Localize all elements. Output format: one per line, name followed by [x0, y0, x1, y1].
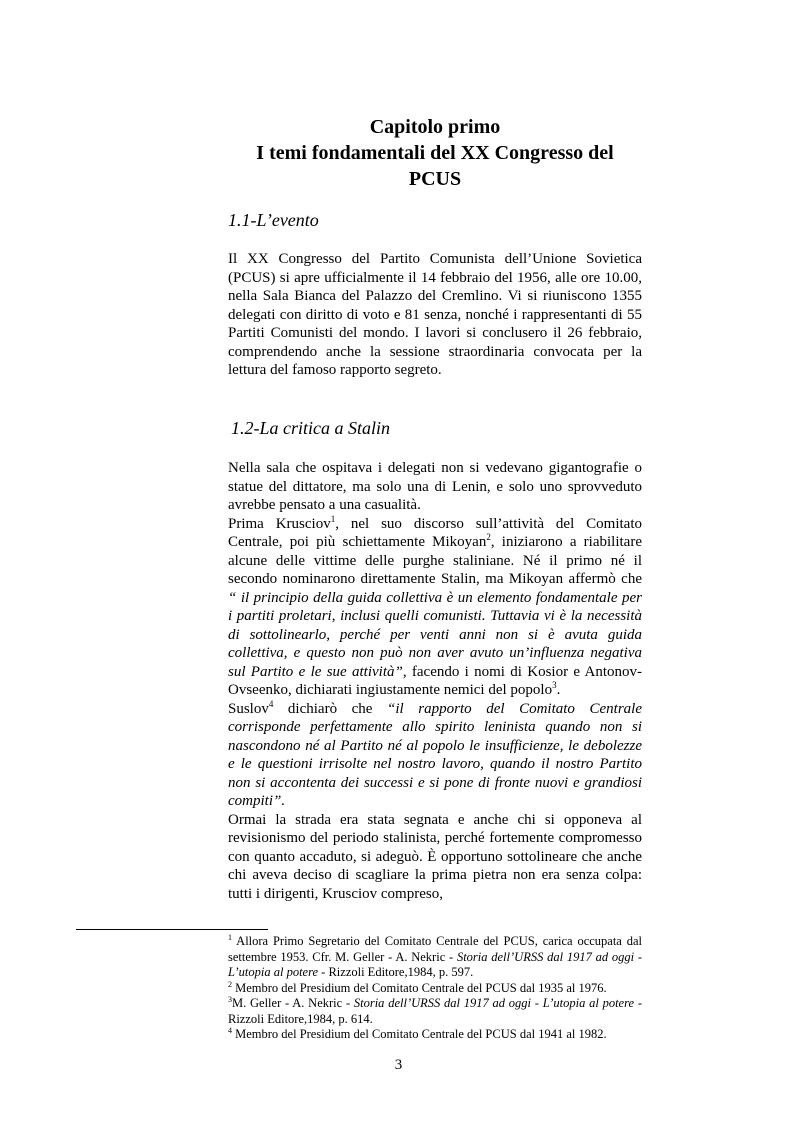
text-run: dichiarò che	[273, 700, 388, 717]
paragraph: Nella sala che ospitava i delegati non si vedevano gigantografie o statue del dittatore, ma solo una di Lenin, e solo uno sprovveduto avrebbe pensato a una casualità.	[228, 460, 642, 513]
footnotes	[228, 934, 642, 1043]
footnote-ref-2[interactable]: 2	[486, 532, 491, 542]
paragraph	[228, 700, 642, 811]
footnote-ref-1[interactable]: 1	[330, 513, 336, 524]
text-run: - Rizzoli Editore,1984, p. 614.	[228, 996, 642, 1026]
paragraph: Ormai la strada era stata segnata e anche chi si opponeva al revisionismo del periodo stalinista, perché fortemente compromesso con quanto accaduto, si adeguò. È opportuno sottolineare che anche chi aveva deciso di scagliare la prima pietra non era senza colpa: tutti i dirigenti, Krusciov compreso,	[228, 811, 642, 902]
footnote-number: 3	[228, 994, 232, 1004]
footnote-number: 2	[228, 979, 232, 989]
page-number-text: 3	[394, 1057, 403, 1073]
chapter-title-line2: I temi fondamentali del XX Congresso del	[256, 142, 614, 164]
footnote-4	[228, 1027, 642, 1043]
text-run: Allora Primo Segretario del Comitato Centrale del PCUS, carica occupata dal settembre 1953. Cfr. M. Geller - A. Nekric -	[228, 934, 642, 964]
book-title: Storia dell’URSS dal 1917 ad oggi - L’utopia al potere	[228, 949, 642, 979]
page-number	[0, 1057, 793, 1074]
footnote-1	[228, 934, 642, 981]
footnote-ref-4[interactable]: 4	[268, 698, 274, 709]
footnote-number: 4	[228, 1025, 232, 1035]
text-run: Prima Krusciov	[228, 515, 331, 532]
section-heading-1-2: 1.2-La critica a Stalin	[231, 418, 390, 438]
text-run: , iniziarono a riabilitare alcune delle vittime delle purghe staliniane. Né il primo né il secondo nominarono direttamente Stalin, ma Mikoyan affermò che	[228, 534, 642, 587]
text-run: facendo i nomi di Kosior e Antonov-Ovseenko, dichiarati ingiustamente nemici del popolo	[228, 663, 643, 698]
chapter-title	[228, 114, 642, 192]
text-run: .	[556, 682, 561, 698]
chapter-title-line1: Capitolo primo	[369, 116, 501, 138]
text-run: - Rizzoli Editore,1984, p. 597.	[318, 965, 474, 979]
footnote-divider	[76, 929, 268, 930]
footnote-2	[228, 981, 642, 997]
section-1-1-body	[228, 250, 642, 380]
chapter-title-line3: PCUS	[408, 168, 462, 190]
footnote-3	[228, 996, 642, 1027]
text-run: Membro del Presidium del Comitato Centrale del PCUS dal 1941 al 1982.	[232, 1027, 607, 1041]
section-heading-1-1: 1.1-L’evento	[228, 210, 319, 230]
text-run: Suslov	[228, 700, 269, 717]
quotation: “il rapporto del Comitato Centrale corrisponde perfettamente allo spirito leninista quando non si nascondono né al Partito né al popolo le insufficienze, le debolezze e le questioni irrisolte nel nostro lavoro, quando il nostro Partito non si accontenta dei successi e si pone di fronte nuovi e grandiosi compiti”.	[228, 700, 642, 809]
book-title: Storia dell’URSS dal 1917 ad oggi - L’utopia al potere	[353, 996, 635, 1010]
footnote-number: 1	[228, 932, 232, 942]
text-run: M. Geller - A. Nekric -	[232, 996, 354, 1010]
footnote-ref-3[interactable]: 3	[552, 680, 557, 690]
text-run: Membro del Presidium del Comitato Centrale del PCUS dal 1935 al 1976.	[232, 980, 607, 995]
text-run: , nel suo discorso sull’attività del Comitato Centrale, poi più schiettamente Mikoyan	[228, 515, 642, 550]
section-1-2-body	[228, 459, 642, 903]
paragraph	[228, 515, 642, 700]
paragraph: Il XX Congresso del Partito Comunista dell’Unione Sovietica (PCUS) si apre ufficialmente il 14 febbraio del 1956, alle ore 10.00, nella Sala Bianca del Palazzo del Cremlino. Vi si riuniscono 1355 delegati con diritto di voto e 81 senza, nonché i rappresentanti di 55 Partiti Comunisti del mondo. I lavori si conclusero il 26 febbraio, comprendendo anche la sessione straordinaria convocata per la lettura del famoso rapporto segreto.	[228, 251, 642, 378]
quotation: “ il principio della guida collettiva è un elemento fondamentale per i partiti proletari, inclusi quelli comunisti. Tuttavia vi è la necessità di sottolinearlo, perché per venti anni non si è avuta guida collettiva, e questo non può non aver avuto un’influenza negativa sul Partito e le sue attività”,	[228, 589, 642, 680]
